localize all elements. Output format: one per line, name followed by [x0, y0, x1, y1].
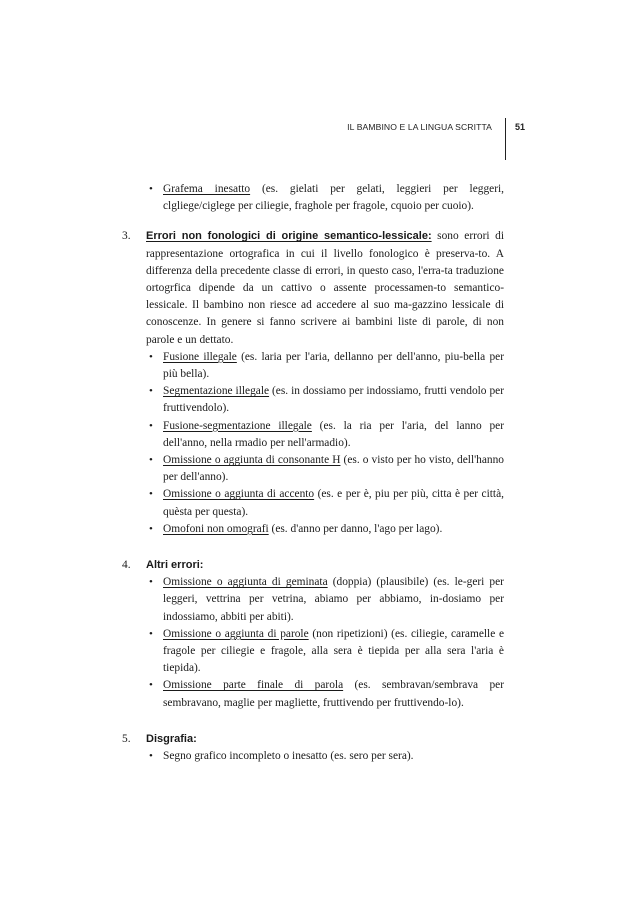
- section-number: 4.: [122, 559, 131, 572]
- bullet-text: (es. la ria per l'aria, del lanno per dell'anno, nella rmadio per nell'armadio).: [163, 419, 505, 449]
- list-item: [146, 383, 504, 417]
- list-item: [146, 748, 504, 765]
- bullet-text: (es. sembravan/sembrava per sembravano, maglie per magliette, fruttivendo per fruttivendo-lo).: [163, 679, 504, 709]
- bullet-term: Grafema inesatto: [163, 183, 251, 195]
- bullet-term: Omissione o aggiunta di consonante H: [163, 454, 341, 467]
- bullet-text: (es. d'anno per danno, l'ago per lago).: [268, 522, 443, 535]
- bullet-text: (es. gielati per gelati, leggieri per leggeri, clgliege/ciglege per ciliegie, fraghole per fragole, cquoio per cuoio).: [163, 183, 504, 213]
- bullet-list: [146, 748, 504, 765]
- bullet-term: Omofoni non omografi: [163, 522, 269, 535]
- bullet-term: Omissione o aggiunta di parole: [163, 627, 309, 640]
- section-3: [122, 228, 505, 538]
- section-title: Errori non fonologici di origine semantico-lessicale:: [146, 230, 432, 243]
- bullet-text: (es. e per è, piu per più, citta è per città, quèsta per questa).: [163, 488, 504, 518]
- bullet-icon: •: [149, 522, 153, 535]
- section-5: [122, 731, 504, 765]
- bullet-icon: •: [149, 627, 153, 640]
- bullet-term: Omissione parte finale di parola: [163, 679, 344, 692]
- bullet-list: [146, 574, 504, 712]
- section-text: sono errori di rappresentazione ortografica in cui il livello fonologico è preserva-to. A differenza della precedente classe di errori, in questo caso, l'erra-ta traduzione ortogrfica dipende da un cattivo o assente processamen-to semantico-lessicale. Il bambino non riesce ad accedere al suo ma-gazzino lessicale di conoscenze. In genere si fanno scrivere ai bambini liste di parole, di non parole e un dettato.: [146, 230, 504, 346]
- continued-bullet-list: [146, 181, 504, 215]
- section-title: Altri errori:: [146, 559, 204, 572]
- section-number: 5.: [122, 732, 131, 745]
- list-item: [146, 574, 504, 626]
- bullet-icon: •: [149, 385, 153, 398]
- header-divider: [505, 118, 506, 160]
- section-paragraph: [146, 557, 504, 574]
- bullet-term: Segmentazione illegale: [163, 385, 270, 398]
- list-item: [146, 452, 504, 486]
- list-item: [146, 677, 504, 711]
- bullet-term: Fusione-segmentazione illegale: [163, 419, 312, 432]
- bullet-icon: •: [149, 750, 153, 763]
- bullet-term: Fusione illegale: [163, 350, 237, 363]
- bullet-icon: •: [149, 488, 153, 501]
- list-item: [146, 486, 504, 520]
- page-body: [122, 181, 505, 784]
- bullet-term: Omissione o aggiunta di accento: [163, 488, 315, 501]
- bullet-term: Omissione o aggiunta di geminata: [163, 576, 328, 589]
- bullet-text: Segno grafico incompleto o inesatto (es. sero per sera).: [163, 750, 414, 763]
- bullet-text: (non ripetizioni) (es. ciliegie, caramelle e fragole per ciliegie e fragole, alla sera è tiepida per alla sera l'aria è tiepida).: [163, 627, 504, 675]
- section-title: Disgrafia:: [146, 732, 197, 745]
- bullet-icon: •: [149, 350, 153, 363]
- bullet-icon: •: [149, 454, 153, 467]
- list-item: [146, 626, 504, 678]
- bullet-list: [146, 349, 504, 538]
- bullet-icon: •: [149, 576, 153, 589]
- section-number: 3.: [122, 230, 131, 243]
- list-item: [146, 181, 504, 215]
- bullet-icon: •: [149, 183, 153, 195]
- bullet-icon: •: [149, 679, 153, 692]
- page-number: 51: [515, 122, 526, 132]
- running-head: IL BAMBINO E LA LINGUA SCRITTA: [347, 122, 492, 132]
- list-item: [146, 521, 504, 538]
- bullet-text: (doppia) (plausibile) (es. le-geri per leggeri, vettrina per vetrina, abiamo per abbiamo, in-dosiamo per indossiamo, abbiti per abiti).: [163, 576, 504, 623]
- bullet-icon: •: [149, 419, 153, 432]
- section-paragraph: [146, 228, 504, 348]
- list-item: [146, 349, 504, 383]
- page-header: [0, 118, 638, 162]
- bullet-text: (es. laria per l'aria, dellanno per dell'anno, piu-bella per più bella).: [163, 350, 504, 381]
- bullet-text: (es. o visto per ho visto, dell'hanno per dell'anno).: [163, 454, 504, 484]
- bullet-text: (es. in dossiamo per indossiamo, frutti vendolo per fruttivendolo).: [163, 385, 504, 415]
- list-item: [146, 418, 504, 452]
- section-4: [122, 557, 504, 712]
- section-paragraph: [146, 731, 504, 748]
